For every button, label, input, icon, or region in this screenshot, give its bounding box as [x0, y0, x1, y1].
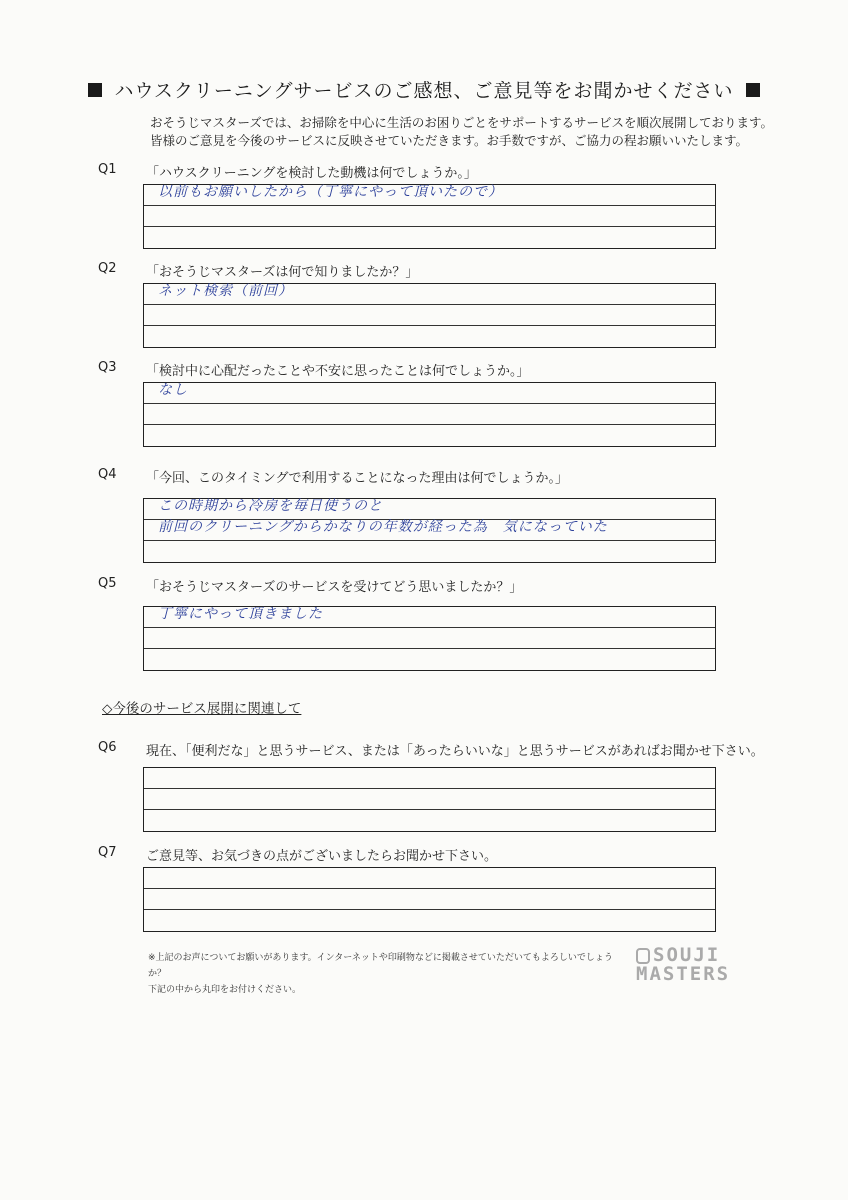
- handwritten-answer: ネット検索（前回）: [158, 283, 293, 299]
- section-heading: ◇今後のサービス展開に関連して: [102, 701, 302, 717]
- brand-logo: SOUJI MASTERS: [636, 944, 731, 985]
- footnote: ※上記のお声についてお願いがあります。インターネットや印刷物などに掲載させていただいてもよろしいでしょうか？ 下記の中から丸印をお付けください。: [148, 953, 613, 995]
- answer-box-q6[interactable]: [143, 767, 716, 832]
- answer-box-q2[interactable]: [143, 283, 716, 348]
- handwritten-answer: 丁寧にやって頂きました: [158, 606, 323, 622]
- answer-box-q5[interactable]: [143, 606, 716, 671]
- answer-box-q1[interactable]: [143, 184, 716, 249]
- logo-icon: [636, 948, 650, 964]
- square-bullet-icon: [746, 83, 760, 97]
- intro-text: おそうじマスターズでは、お掃除を中心に生活のお困りごとをサポートするサービスを順次展開しております。 皆様のご意見を今後のサービスに反映させていただきます。お手数ですが、ご協力の程お願いいたします。: [150, 115, 774, 148]
- handwritten-answer: この時期から冷房を毎日使うのと: [158, 498, 383, 514]
- handwritten-answer: 前回のクリーニングからかなりの年数が経った為 気になっていた: [158, 519, 608, 535]
- page-title: ハウスクリーニングサービスのご感想、ご意見等をお聞かせください: [0, 76, 848, 103]
- answer-box-q3[interactable]: [143, 382, 716, 447]
- handwritten-answer: なし: [158, 382, 188, 398]
- handwritten-answer: 以前もお願いしたから（丁寧にやって頂いたので）: [158, 184, 503, 200]
- square-bullet-icon: [88, 83, 102, 97]
- answer-box-q7[interactable]: [143, 867, 716, 932]
- answer-box-q4[interactable]: [143, 498, 716, 563]
